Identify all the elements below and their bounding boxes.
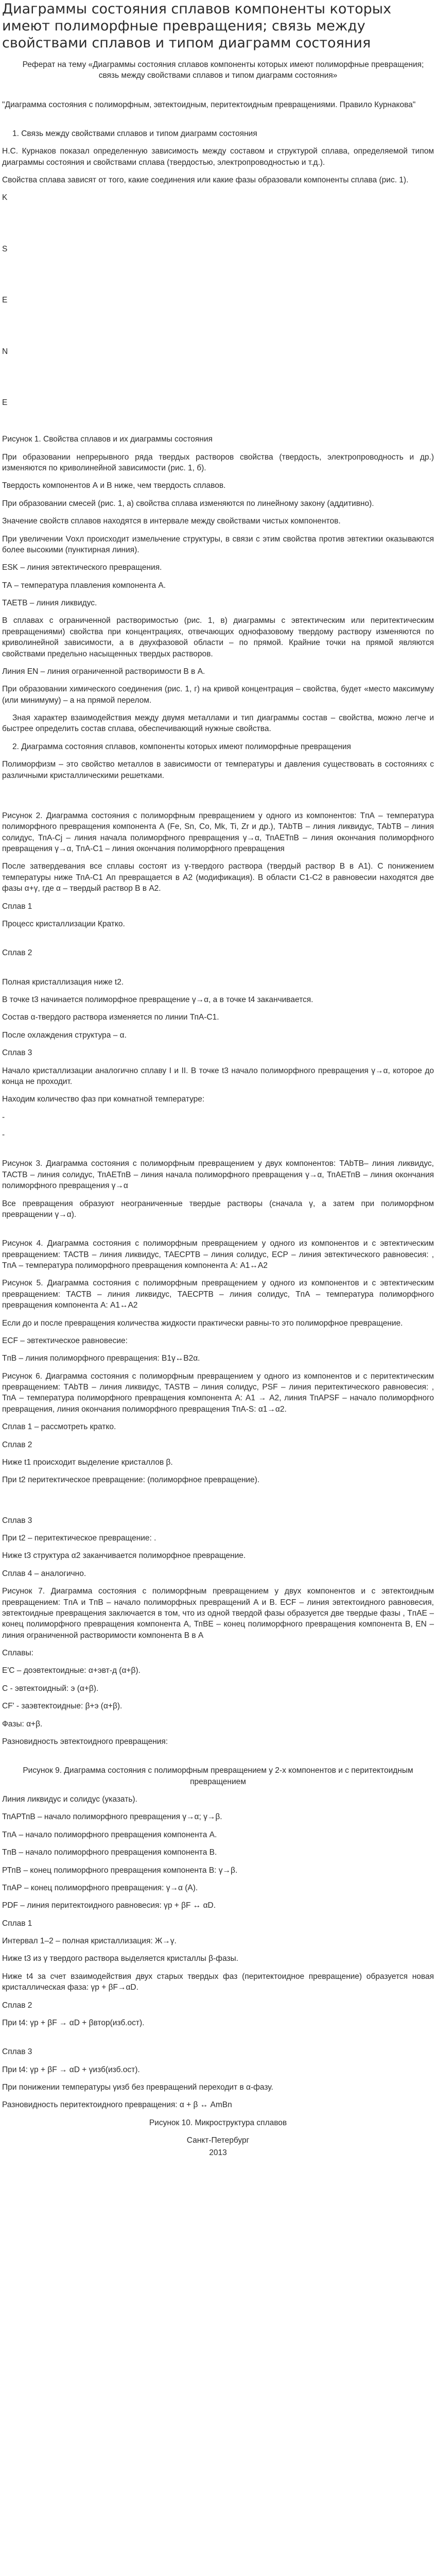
paragraph: Если до и после превращения количества жидкости практически равны-то это полиморфное превращение. [2,1318,403,1328]
paragraph: При увеличении Vохл происходит измельчение структуры, в связи с этим свойства против эвтектики оказываются более высокими (пунктирная линия). [2,534,434,554]
footer-city: Санкт-Петербург [186,2136,250,2145]
paragraph: При t4: γр + βF → αD + γизб(изб.ост). [2,2065,140,2074]
figure-caption-2: Рисунок 2. Диаграмма состояния с полиморфным превращением у одного из компонентов: TпА – температура полиморфного превращения компонента А (Fe, Sn, Co, Mk, Ti, Zr и др.), ТАbТВ – линия ликвидус, ТАbТВ – линия солидус, ТпА-Cj – линия начала полиморфного превращения γ→α, ТпАЕТпВ – линия окончания полиморфного превращения γ→α, TпА-C1 – линия окончания полиморфного превращения [2,811,434,854]
paragraph: При понижении температуры γизб без превращений переходит в α-фазу. [2,2083,273,2092]
figure-caption-9: Рисунок 9. Диаграмма состояния с полиморфным превращением у 2-х компонентов и с перитектоидным превращением [23,1766,413,1786]
paragraph: РТпВ – конец полиморфного превращения компонента В: γ→β. [2,1866,238,1875]
figure-caption-1: Рисунок 1. Свойства сплавов и их диаграммы состояния [2,435,213,444]
paragraph: Сплав 4 – аналогично. [2,1569,86,1578]
paragraph: Начало кристаллизации аналогично сплаву I и II. В точке t3 начало полиморфного превращения γ→α, которое до конца не проходит. [2,1066,434,1086]
paragraph: Ниже t1 происходит выделение кристаллов β. [2,1458,173,1467]
paragraph: Фазы: α+β. [2,1719,43,1728]
paragraph: Сплав 1 – рассмотреть кратко. [2,1422,116,1432]
paragraph: TпВ – начало полиморфного превращения компонента B. [2,1848,217,1857]
alloy-heading: Сплав 3 [2,1048,32,1058]
alloy-heading: Сплав 2 [2,948,32,958]
paragraph: Свойства сплава зависят от того, какие соединения или какие фазы образовали компоненты сплава (рис. 1). [2,176,409,185]
paragraph: PDF – линия перитектоидного равновесия: γр + βF ↔ αD. [2,1901,216,1910]
figure-caption-3: Рисунок 3. Диаграмма состояния с полиморфным превращением у двух компонентов: ТАbТВ– линия ликвидус, ТАСТВ – линия солидус, ТпАЕТпВ – линия начала полиморфного превращения γ→α, ТпАЕТпВ – линия окончания полиморфного превращения γ→α [2,1159,434,1191]
paragraph: Н.С. Курнаков показал определенную зависимость между составом и структурой сплава, определяемой типом диаграммы состояния и свойствами сплава (твердостью, электропроводностью и т.д.). [2,147,434,167]
paragraph: ТпАРТпВ – начало полиморфного превращения γ→α; γ→β. [2,1812,222,1822]
paragraph: Процесс кристаллизации Кратко. [2,919,125,928]
subtitle-quote: "Диаграмма состояния с полиморфным, эвтектоидным, перитектоидным превращениями. Правило Курнакова" [2,100,416,109]
paragraph: При t4: γр + βF → αD + βвтор(изб.ост). [2,2018,145,2027]
figure-letter-s: S [2,244,8,253]
abstract-line: Реферат на тему «Диаграммы состояния сплавов компоненты которых имеют полиморфные превращения; связь между свойствами сплавов и типом диаграмм состояния» [22,60,424,80]
paragraph: Разновидность перитектоидного превращения: α + β ↔ АmВn [2,2100,232,2110]
paragraph: После охлаждения структура – α. [2,1030,127,1040]
alloy-heading: Сплав 2 [2,1440,32,1449]
figure-letter-e: E [2,296,8,305]
alloy-heading: Сплав 3 [2,1516,32,1525]
paragraph: Зная характер взаимодействия между двумя металлами и тип диаграммы состав – свойства, можно легче и быстрее определить состав сплава, обеспечивающий нужные свойства. [2,714,434,734]
paragraph: Ниже t4 за счет взаимодействия двух старых твердых фаз (перитектоидное превращение) образуется новая кристаллическая фаза: γр + βF→αD. [2,1972,434,1992]
paragraph: Сплавы: [2,1649,33,1658]
paragraph: Ниже t3 из γ твердого раствора выделяется кристаллы β-фазы. [2,1954,238,1963]
paragraph: TпВ – линия полиморфного превращения: В1γ↔В2α. [2,1354,200,1363]
paragraph: Е'С – доэвтектоидные: α+эвт-д (α+β). [2,1666,141,1675]
figure-caption-5: Рисунок 5. Диаграмма состояния с полиморфным превращением у одного из компонентов и с эвтектическим превращением: ТАСТВ – линия ликвидус, ТАЕСРТВ – линия солидус, TпА – температура полиморфного превращения компонента А: А1↔А2 [2,1279,434,1310]
paragraph: При образовании смесей (рис. 1, а) свойства сплава изменяются по линейному закону (аддитивно). [2,499,374,508]
paragraph: При образовании непрерывного ряда твердых растворов свойства (твердость, электропроводность и др.) изменяются по криволинейной зависимости (рис. 1, б). [2,452,434,473]
paragraph: Ниже t3 структура α2 заканчивается полиморфное превращение. [2,1551,246,1561]
paragraph: В сплавах с ограниченной растворимостью (рис. 1, в) диаграммы с эвтектическим или перитектическим превращениями) свойства при концентрациях, отвечающих однофазовому твердому раствору изменяются по криволинейной зависимости, а в двухфазовой области – по прямой. Крайние точки на прямой являются свойствами предельно насыщенных твердых растворов. [2,616,434,658]
list-dash: - [2,1130,5,1140]
paragraph: Твердость компонентов А и В ниже, чем твердость сплавов. [2,481,226,490]
paragraph: Полиморфизм – это свойство металлов в зависимости от температуры и давления существовать в состояниях с различными кристаллическими решетками. [2,760,434,780]
paragraph: С - эвтектоидный: э (α+β). [2,1684,99,1693]
paragraph: Состав α-твердого раствора изменяется по линии ТпА-C1. [2,1013,219,1022]
section-heading-2: 2. Диаграмма состояния сплавов, компоненты которых имеют полиморфные превращения [12,742,351,751]
paragraph: ESK – линия эвтектического превращения. [2,563,162,572]
paragraph: ТА – температура плавления компонента А. [2,581,166,590]
paragraph: TпАР – конец полиморфного превращения: γ→α (A). [2,1883,198,1892]
figure-caption-7: Рисунок 7. Диаграмма состояния с полиморфным превращением у двух компонентов и с эвтектоидным превращением: TпА и TпВ – начало полиморфных превращений А и В. ECF – линия эвтектоидного равновесия, эвтектоидные превращения заключается в том, что из одной твердой фазы образуется две твердые фазы , TпАЕ – конец полиморфного превращения компонента А, ТпВЕ – конец полиморфного превращения компонента В, EN – линия ограниченной растворимости компонента В в А [2,1587,434,1640]
figure-letter-k: K [2,193,8,202]
paragraph: Все превращения образуют неограниченные твердые растворы (сначала γ, а затем при полиморфном превращении γ→α). [2,1199,434,1219]
paragraph: TпА – начало полиморфного превращения компонента A. [2,1830,217,1839]
paragraph: Интервал 1–2 – полная кристаллизация: Ж→γ. [2,1937,177,1946]
paragraph: Полная кристаллизация ниже t2. [2,977,124,987]
alloy-heading: Сплав 2 [2,2001,32,2010]
paragraph: В точке t3 начинается полиморфное превращение γ→α, а в точке t4 заканчивается. [2,995,313,1005]
paragraph: Линия EN – линия ограниченной растворимости В в А. [2,667,205,676]
footer-year: 2013 [209,2148,227,2157]
alloy-heading: Сплав 1 [2,1919,32,1928]
paragraph: CF' - заэвтектоидные: β+э (α+β). [2,1702,123,1711]
paragraph: Линия ликвидус и солидус (указать). [2,1795,137,1804]
figure-caption-10: Рисунок 10. Микроструктура сплавов [149,2118,287,2127]
paragraph: При образовании химического соединения (рис. 1, г) на кривой концентрация – свойства, будет «место максимуму (или минимуму) – а на прямой перелом. [2,685,434,705]
paragraph: После затвердевания все сплавы состоят из γ-твердого раствора (твердый раствор В в А1). С понижением температуры ниже ТпА-C1 Ап превращается в А2 (модификация). В области C1-C2 в равновесии находятся две фазы α+γ, где α – твердый раствор В в А2. [2,862,434,893]
paragraph: ТАЕТВ – линия ликвидус. [2,599,97,608]
figure-caption-6: Рисунок 6. Диаграмма состояния с полиморфным превращением у одного из компонентов и с перитектическим превращением: TАbТВ – линия ликвидус, ТАSТВ – линия солидус, PSF – линия перитектического равновесия: , ТпА – температура полиморфного превращения компонента А: А1 → А2, линия ТпАPSF – начало полиморфного превращения, линия окончания полиморфного превращения ТпА-S: α1→α2. [2,1371,434,1414]
paragraph: При t2 перитектическое превращение: (полиморфное превращение). [2,1476,260,1485]
paragraph: При t2 – перитектическое превращение: . [2,1534,156,1543]
list-dash: - [2,1112,5,1122]
figure-letter-n: N [2,347,8,356]
section-heading-1: 1. Связь между свойствами сплавов и типом диаграмм состояния [12,129,257,138]
document-title: Диаграммы состояния сплавов компоненты которых имеют полиморфные превращения; связь между свойствами сплавов и типом диаграмм состояния [2,1,392,51]
alloy-heading: Сплав 3 [2,2047,32,2057]
paragraph: Значение свойств сплавов находятся в интервале между свойствами чистых компонентов. [2,517,341,526]
paragraph: Разновидность эвтектоидного превращения: [2,1737,168,1746]
figure-letter-e2: E [2,398,8,407]
paragraph: Находим количество фаз при комнатной температуре: [2,1095,205,1104]
alloy-heading: Сплав 1 [2,902,32,911]
figure-caption-4: Рисунок 4. Диаграмма состояния с полиморфным превращением у одного из компонентов и с эвтектическим превращением: ТАСТВ – линия ликвидус, ТАЕСРТВ – линия солидус, ЕСР – линия эвтектического равновесия: , TпА – температура полиморфного превращения компонента А: А1↔А2 [2,1239,434,1270]
paragraph: ЕСF – эвтектическое равновесие: [2,1336,128,1345]
